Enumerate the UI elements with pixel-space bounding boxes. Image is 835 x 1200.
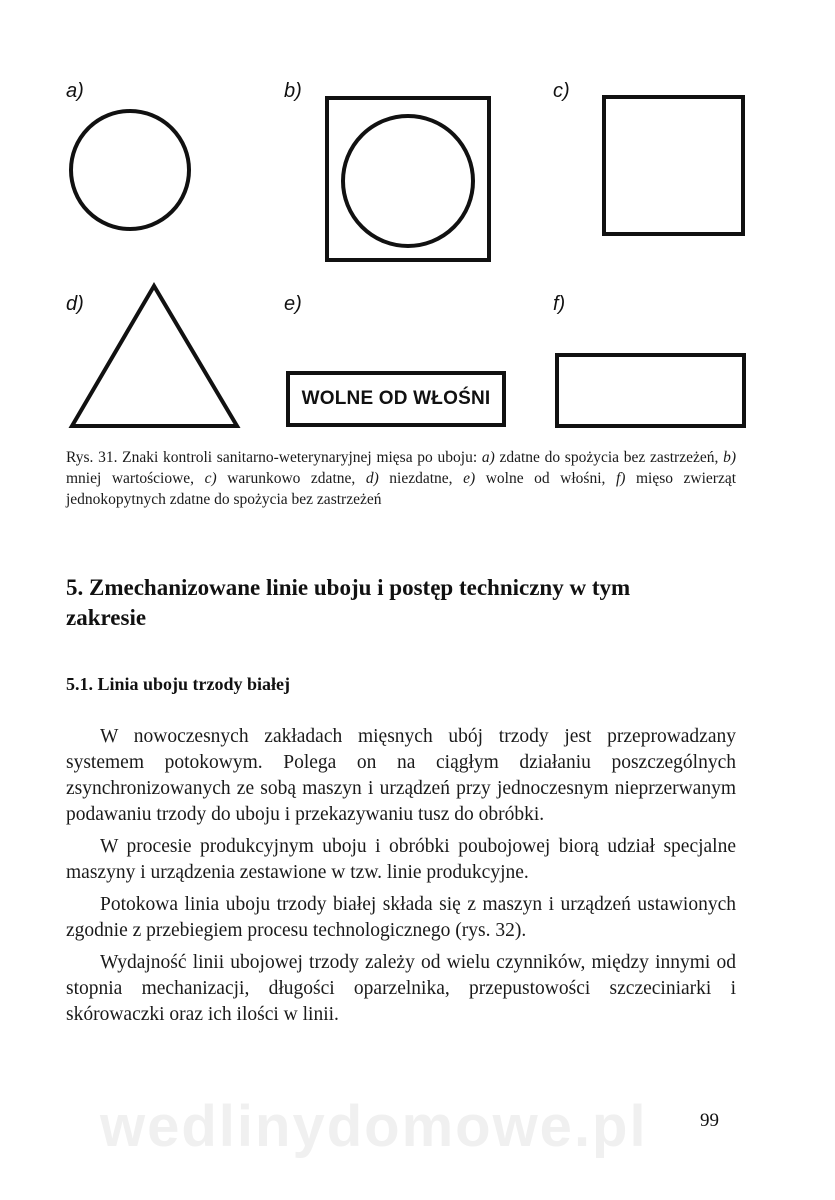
mark-b-square	[327, 98, 489, 260]
page-number: 99	[700, 1110, 719, 1131]
mark-c-square	[604, 97, 743, 234]
caption-c-label: c)	[204, 470, 217, 487]
caption-lead: Rys. 31. Znaki kontroli sanitarno-weterynaryjnej mięsa po uboju:	[66, 449, 482, 466]
mark-d-triangle	[72, 286, 237, 426]
inspection-marks-figure	[0, 0, 835, 440]
figure-caption	[66, 447, 736, 510]
caption-b-text: mniej wartościowe,	[66, 470, 205, 487]
mark-b-circle	[343, 116, 473, 246]
paragraph: Potokowa linia uboju trzody białej składa się z maszyn i urządzeń ustawionych zgodnie z przebiegiem procesu technologicznego (rys. 32).	[66, 894, 736, 941]
caption-a-label: a)	[481, 449, 495, 466]
label-e: e)	[284, 293, 302, 315]
label-a: a)	[66, 80, 84, 102]
caption-f-text: mięso zwierząt jednokopytnych zdatne do spożycia bez zastrzeżeń	[66, 470, 737, 508]
subsection-title: 5.1. Linia uboju trzody białej	[66, 674, 291, 694]
caption-b-label: b)	[723, 449, 736, 466]
section-title: 5. Zmechanizowane linie uboju i postęp techniczny w tym zakresie	[66, 575, 631, 630]
caption-f-label: f)	[615, 470, 626, 487]
paragraph: W nowoczesnych zakładach mięsnych ubój trzody jest przeprowadzany systemem potokowym. Polega on na ciągłym działaniu poszczególnych zsynchronizowanych ze sobą maszyn i urządzeń przy jednoczesnym nieprzerwanym podawaniu trzody do uboju i przekazywaniu tusz do obróbki.	[66, 726, 736, 825]
mark-a-circle	[71, 111, 189, 229]
watermark: wedlinydomowe.pl	[100, 1094, 648, 1159]
caption-e-text: wolne od włośni,	[475, 470, 616, 487]
caption-d-label: d)	[365, 470, 379, 487]
caption-d-text: niezdatne,	[378, 470, 464, 487]
caption-c-text: warunkowo zdatne,	[216, 470, 366, 487]
caption-a-text: zdatne do spożycia bez zastrzeżeń,	[494, 449, 724, 466]
label-d: d)	[66, 293, 84, 315]
label-f: f)	[553, 293, 566, 315]
label-b: b)	[284, 80, 302, 102]
stamp-text: WOLNE OD WŁOŚNI	[301, 388, 491, 409]
paragraph: W procesie produkcyjnym uboju i obróbki poubojowej biorą udział specjalne maszyny i urządzenia zestawione w tzw. linie produkcyjne.	[66, 836, 736, 883]
caption-e-label: e)	[463, 470, 476, 487]
mark-f-rectangle	[557, 355, 744, 426]
body-text	[66, 724, 736, 1034]
paragraph: Wydajność linii ubojowej trzody zależy od wielu czynników, między innymi od stopnia mechanizacji, długości oparzelnika, przepustowości szczeciniarki i skórowaczki oraz ich ilości w linii.	[66, 952, 736, 1025]
label-c: c)	[553, 80, 570, 102]
